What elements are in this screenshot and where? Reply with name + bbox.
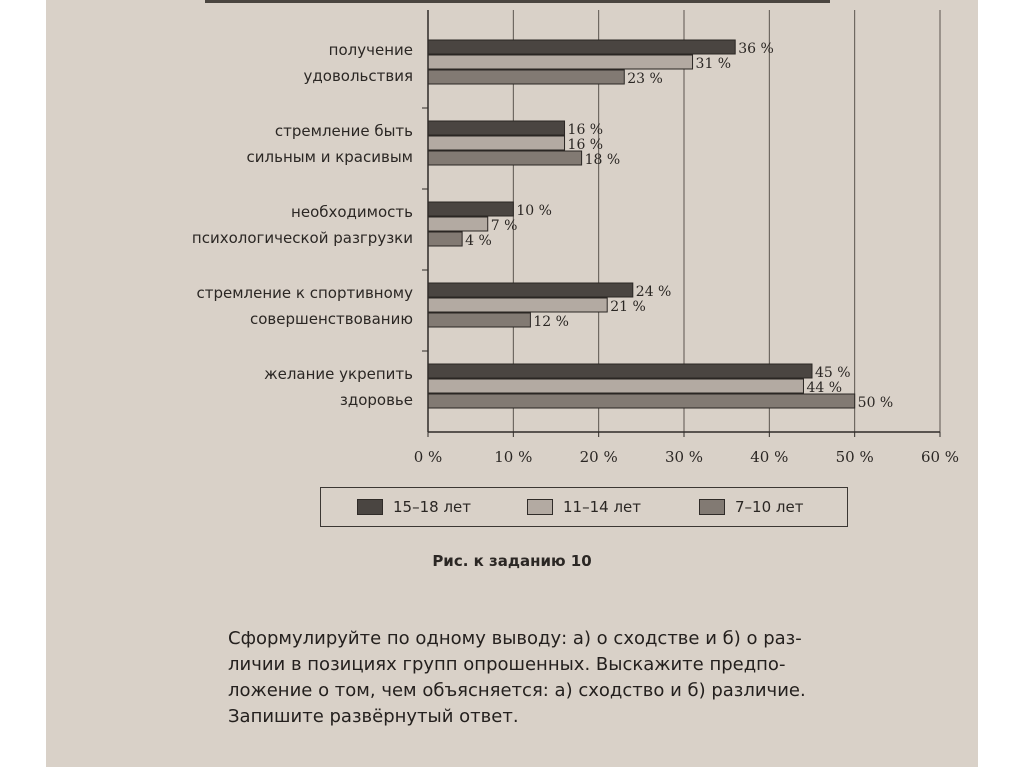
x-tick-label: 10 % xyxy=(494,448,533,466)
value-label: 12 % xyxy=(533,314,569,330)
bar xyxy=(428,136,565,150)
legend-swatch xyxy=(357,499,383,515)
legend-label: 7–10 лет xyxy=(735,498,804,516)
category-label: психологической разгрузки xyxy=(191,229,413,247)
category-label: желание укрепить xyxy=(264,365,413,383)
legend-label: 15–18 лет xyxy=(393,498,471,516)
category-label: здоровье xyxy=(339,391,413,409)
x-tick-label: 30 % xyxy=(664,448,704,466)
value-label: 45 % xyxy=(815,365,851,381)
bar xyxy=(428,40,735,54)
value-label: 7 % xyxy=(490,218,518,234)
value-label: 21 % xyxy=(610,299,646,315)
value-label: 4 % xyxy=(465,233,492,249)
bar xyxy=(428,151,582,165)
value-label: 16 % xyxy=(567,137,604,153)
value-label: 23 % xyxy=(627,71,663,87)
bar xyxy=(428,55,693,69)
x-tick-label: 0 % xyxy=(413,448,443,466)
bar xyxy=(428,313,530,327)
task-line: личии в позициях групп опрошенных. Выскажите предпо- xyxy=(228,654,786,675)
bar xyxy=(428,121,565,135)
bar xyxy=(428,298,607,312)
task-text xyxy=(228,626,970,730)
figure-caption: Рис. к заданию 10 xyxy=(432,552,592,570)
bar xyxy=(428,394,855,408)
bar xyxy=(428,283,633,297)
bar xyxy=(428,232,462,246)
legend-item xyxy=(357,498,471,516)
category-label: стремление к спортивному xyxy=(196,284,413,302)
legend-item xyxy=(699,498,803,516)
bar xyxy=(428,364,812,378)
value-label: 10 % xyxy=(516,203,552,219)
value-label: 24 % xyxy=(635,284,672,300)
value-label: 18 % xyxy=(584,152,621,168)
category-label: необходимость xyxy=(291,203,413,221)
legend-swatch xyxy=(699,499,725,515)
category-label: стремление быть xyxy=(274,122,413,140)
bar xyxy=(428,379,803,393)
bar xyxy=(428,202,513,216)
category-label: совершенствованию xyxy=(250,310,413,328)
value-label: 50 % xyxy=(857,395,894,411)
task-line: Запишите развёрнутый ответ. xyxy=(228,706,519,727)
legend-swatch xyxy=(527,499,553,515)
value-label: 31 % xyxy=(695,56,732,72)
chart-legend xyxy=(320,487,848,527)
x-tick-label: 50 % xyxy=(835,448,874,466)
value-label: 44 % xyxy=(806,380,843,396)
category-label: получение xyxy=(328,41,413,59)
task-line: ложение о том, чем объясняется: а) сходство и б) различие. xyxy=(228,680,806,701)
value-label: 36 % xyxy=(738,41,774,57)
x-tick-label: 40 % xyxy=(750,448,789,466)
value-label: 16 % xyxy=(567,122,604,138)
legend-label: 11–14 лет xyxy=(563,498,641,516)
task-line: Сформулируйте по одному выводу: а) о сходстве и б) о раз- xyxy=(228,628,802,649)
category-label: удовольствия xyxy=(303,67,413,85)
legend-item xyxy=(527,498,641,516)
x-tick-label: 20 % xyxy=(579,448,618,466)
category-label: сильным и красивым xyxy=(246,148,413,166)
bar xyxy=(428,70,624,84)
bar xyxy=(428,217,488,231)
x-tick-label: 60 % xyxy=(920,448,960,466)
